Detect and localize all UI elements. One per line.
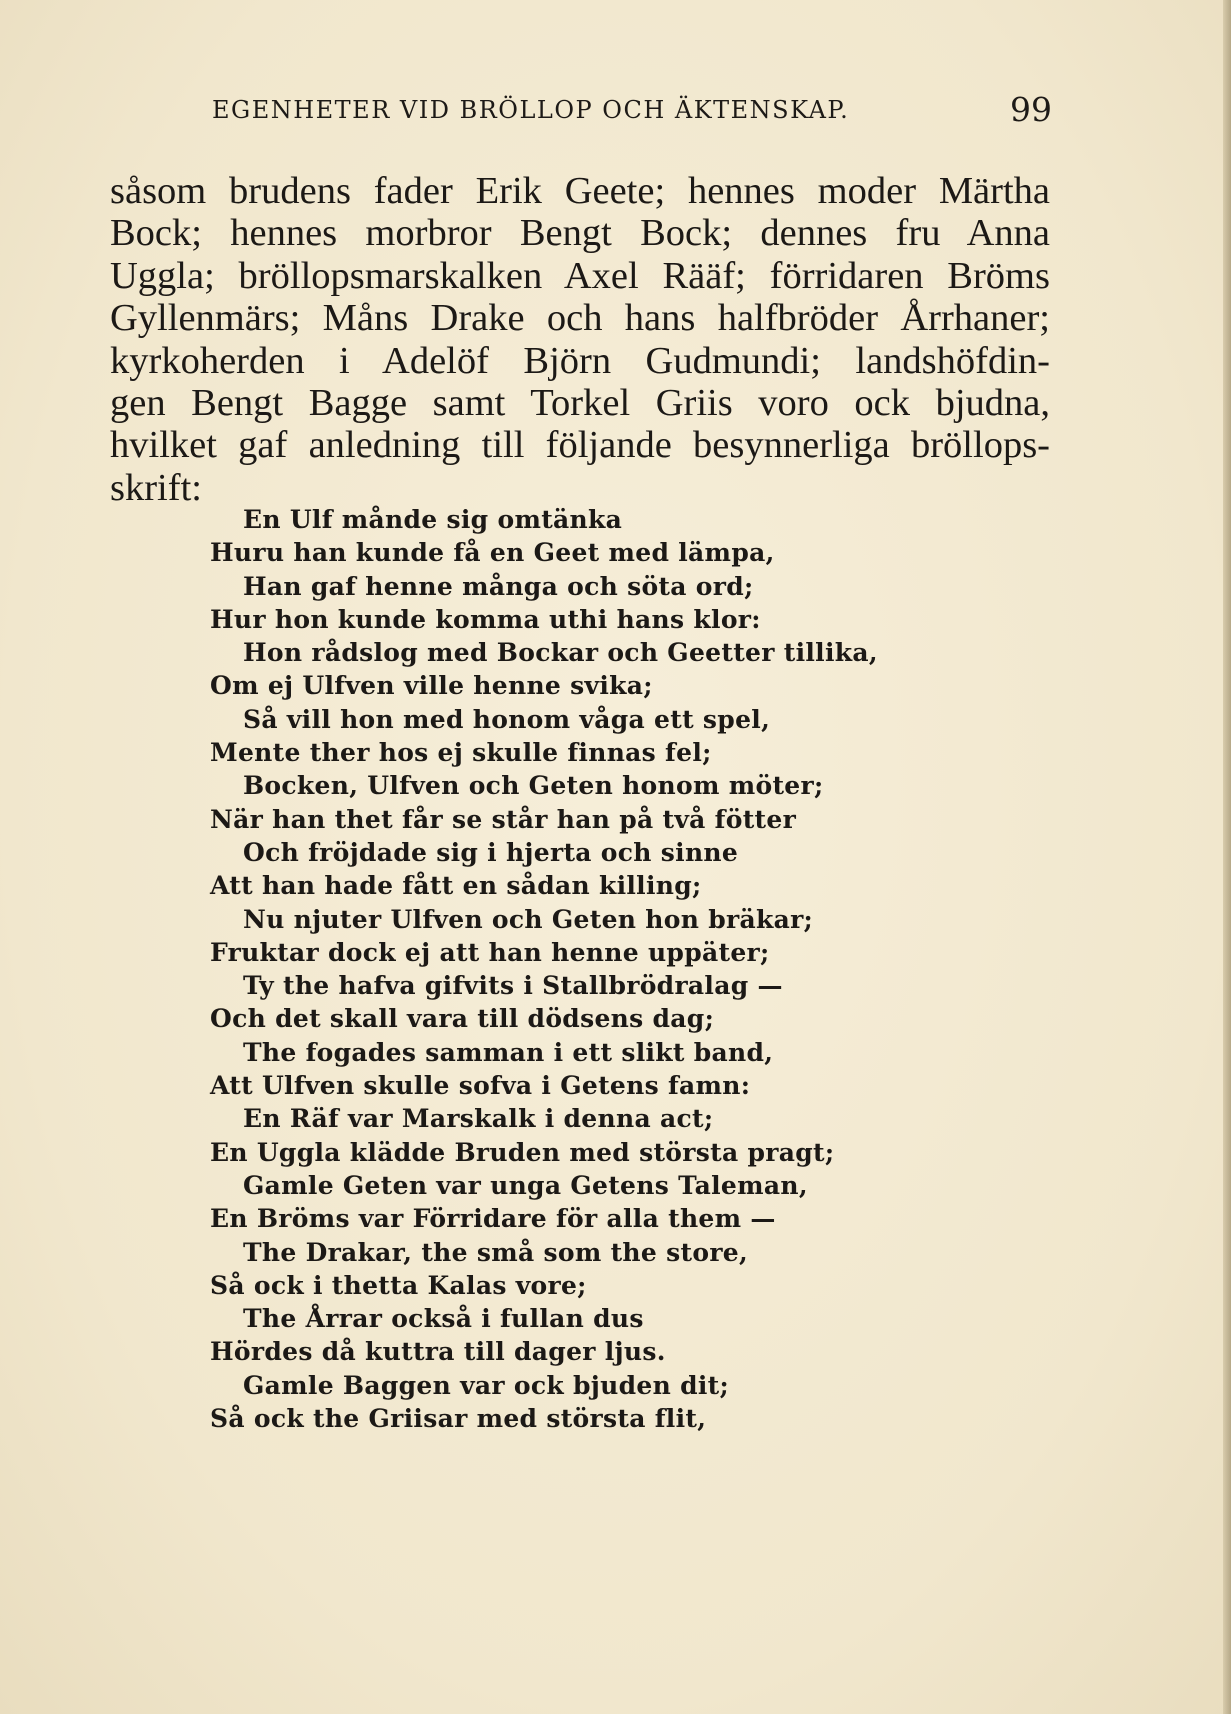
poem-line: Att Ulfven skulle sofva i Getens famn:	[210, 1071, 751, 1101]
prose-line: Bock; hennes morbror Bengt Bock; dennes fru Anna	[110, 212, 1050, 255]
poem-line: Gamle Baggen var ock bjuden dit;	[243, 1370, 730, 1400]
poem-line: The Årrar också i fullan dus	[243, 1304, 644, 1334]
poem-line: Bocken, Ulfven och Geten honom möter;	[243, 771, 824, 801]
poem-line: Så vill hon med honom våga ett spel,	[243, 704, 771, 734]
poem-line: En Ulf månde sig omtänka	[243, 505, 623, 534]
poem-line: En Bröms var Förridare för alla them —	[210, 1204, 776, 1234]
poem-line: En Räf var Marskalk i denna act;	[243, 1104, 714, 1134]
poem-line: Hur hon kunde komma uthi hans klor:	[210, 604, 761, 634]
poem-line: Mente ther hos ej skulle finnas fel;	[210, 738, 712, 768]
prose-paragraph	[110, 170, 1050, 509]
page-number: 99	[1010, 90, 1052, 129]
prose-line: gen Bengt Bagge samt Torkel Griis voro ock bjudna,	[110, 381, 1050, 424]
poem-line: När han thet får se står han på två fötter	[210, 804, 797, 834]
poem-line: Hon rådslog med Bockar och Geetter tillika,	[243, 638, 878, 668]
poem-line: Om ej Ulfven ville henne svika;	[210, 671, 653, 701]
poem-line: Att han hade fått en sådan killing;	[210, 871, 702, 901]
poem-line: Fruktar dock ej att han henne uppäter;	[210, 937, 770, 967]
poem-line: The Drakar, the små som the store,	[243, 1237, 748, 1267]
prose-line: kyrkoherden i Adelöf Björn Gudmundi; landshöfdin-	[110, 339, 1050, 382]
page-header	[212, 90, 1052, 136]
poem-line: Så ock i thetta Kalas vore;	[210, 1270, 587, 1300]
prose-line: Gyllenmärs; Måns Drake och hans halfbröder Årrhaner;	[110, 297, 1050, 340]
prose-line: skrift:	[110, 466, 202, 509]
poem-line: Huru han kunde få en Geet med lämpa,	[210, 538, 775, 568]
poem-line: Nu njuter Ulfven och Geten hon bräkar;	[243, 904, 814, 934]
poem-line: The fogades samman i ett slikt band,	[243, 1037, 774, 1067]
poem-line: Gamle Geten var unga Getens Taleman,	[243, 1170, 808, 1200]
page-edge	[1223, 0, 1231, 1714]
poem-line: Han gaf henne många och söta ord;	[243, 571, 754, 601]
poem-line: Hördes då kuttra till dager ljus.	[210, 1337, 666, 1367]
prose-line: hvilket gaf anledning till följande besynnerliga bröllops-	[110, 424, 1050, 467]
prose-line: såsom brudens fader Erik Geete; hennes moder Märtha	[110, 170, 1050, 212]
poem-line: Och det skall vara till dödsens dag;	[210, 1004, 715, 1034]
poem-line: Och fröjdade sig i hjerta och sinne	[243, 837, 739, 867]
poem	[210, 503, 1050, 1435]
poem-line: Så ock the Griisar med största flit,	[210, 1404, 707, 1434]
prose-line: Uggla; bröllopsmarskalken Axel Rääf; förridaren Bröms	[110, 254, 1050, 297]
poem-line: Ty the hafva gifvits i Stallbrödralag —	[243, 971, 783, 1001]
poem-line: En Uggla klädde Bruden med största pragt;	[210, 1137, 835, 1167]
running-title: EGENHETER VID BRÖLLOP OCH ÄKTENSKAP.	[212, 96, 850, 124]
